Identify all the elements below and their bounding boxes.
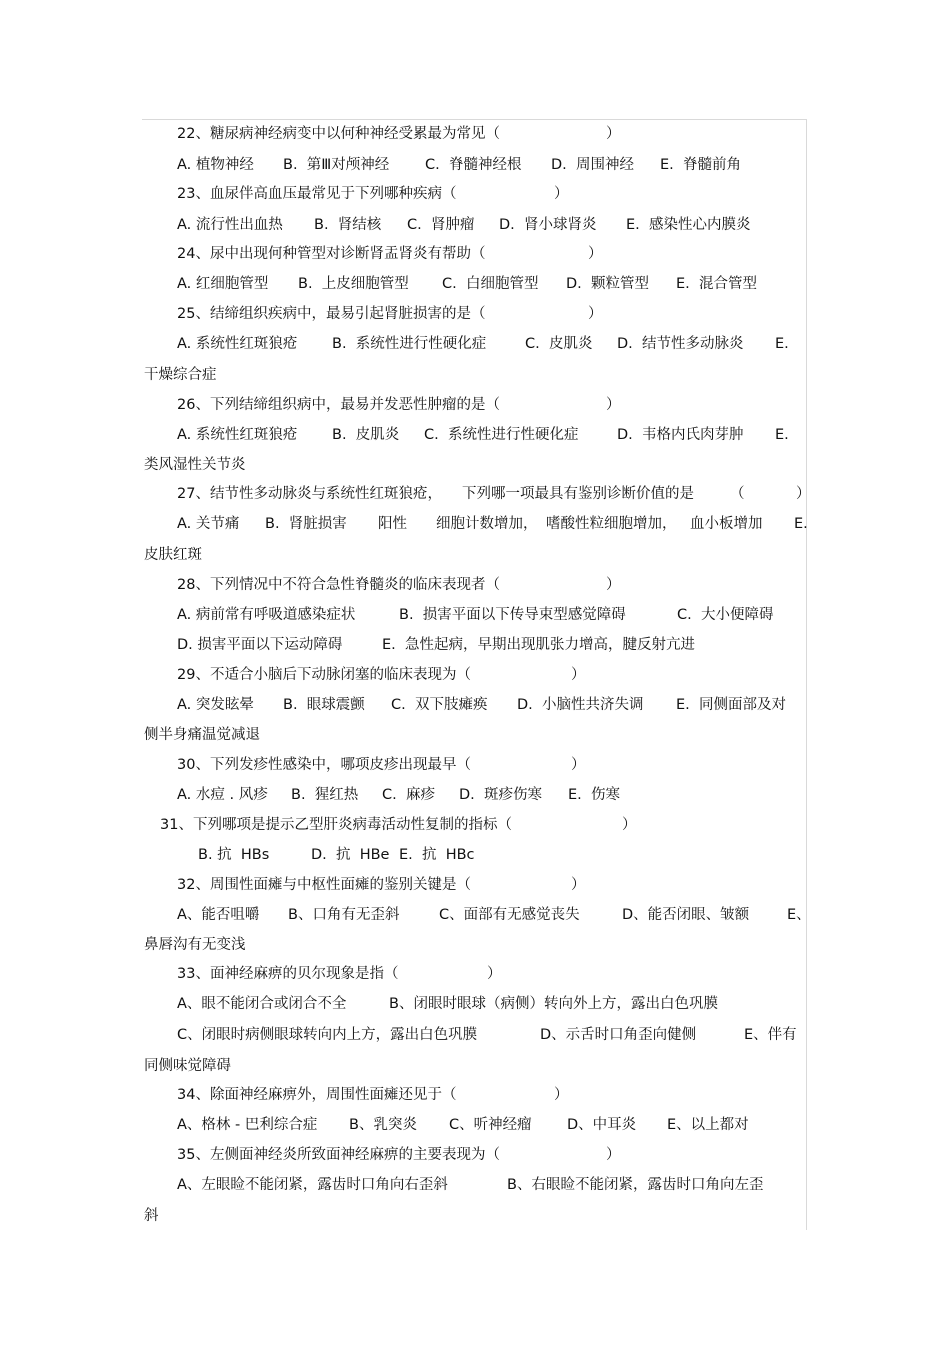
q26-option-e-text: 类风湿性关节炎 [144,457,246,473]
q29-option-a: A. 突发眩晕 [177,697,254,713]
q34-option-d: D、中耳炎 [567,1117,637,1133]
q28-option-e: E. 急性起病，早期出现肌张力增高，腱反射亢进 [382,637,695,653]
q34-option-e: E、以上都对 [667,1117,749,1133]
q22-option-d: D. 周围神经 [551,157,634,173]
question-34-close: ） [554,1087,569,1103]
q27-option-d: 细胞计数增加， [436,516,538,532]
q35-option-b-text: 斜 [144,1208,159,1224]
q34-option-c: C、听神经瘤 [449,1117,532,1133]
q35-option-a: A、左眼睑不能闭紧，露齿时口角向右歪斜 [177,1177,448,1193]
q35-option-b: B、右眼睑不能闭紧，露齿时口角向左歪 [507,1177,764,1193]
q23-option-e: E. 感染性心内膜炎 [626,217,751,233]
question-32-stem: 32、周围性面瘫与中枢性面瘫的鉴别关键是（ [177,877,471,893]
q26-option-a: A. 系统性红斑狼疮 [177,427,298,443]
question-33-stem: 33、面神经麻痹的贝尔现象是指（ [177,966,399,982]
q33-option-a: A、眼不能闭合或闭合不全 [177,996,347,1012]
q34-option-a: A、格林 - 巴利综合症 [177,1117,318,1133]
question-29-stem: 29、不适合小脑后下动脉闭塞的临床表现为（ [177,667,471,683]
q23-option-b: B. 肾结核 [314,217,382,233]
q26-option-d: D. 韦格内氏肉芽肿 [617,427,744,443]
question-29-close: ） [571,667,586,683]
q27-option-e: E. [794,516,808,532]
question-30-stem: 30、下列发疹性感染中，哪项皮疹出现最早（ [177,757,471,773]
q22-option-e: E. 脊髓前角 [660,157,741,173]
q24-option-b: B. 上皮细胞管型 [298,276,409,292]
question-31-stem: 31、下列哪项是提示乙型肝炎病毒活动性复制的指标（ [160,817,512,833]
q24-option-a: A. 红细胞管型 [177,276,269,292]
question-27-stem-cont: 下列哪一项最具有鉴别诊断价值的是 [462,486,694,502]
q26-option-b: B. 皮肌炎 [332,427,400,443]
q25-option-d: D. 结节性多动脉炎 [617,336,744,352]
q22-option-a: A. 植物神经 [177,157,254,173]
question-34-stem: 34、除面神经麻痹外，周围性面瘫还见于（ [177,1087,457,1103]
question-31-close: ） [622,817,637,833]
q33-option-e: E、伴有 [744,1027,797,1043]
q30-option-b: B. 猩红热 [291,787,359,803]
question-33-close: ） [487,966,502,982]
q22-option-c: C. 脊髓神经根 [425,157,522,173]
q33-option-d: D、示舌时口角歪向健侧 [540,1027,697,1043]
question-23-close: ） [554,186,569,202]
q25-option-c: C. 皮肌炎 [525,336,593,352]
q32-option-c: C、面部有无感觉丧失 [439,907,580,923]
question-32-close: ） [571,877,586,893]
q29-option-e: E. 同侧面部及对 [676,697,786,713]
q28-option-c: C. 大小便障碍 [677,607,774,623]
q29-option-e-text: 侧半身痛温觉减退 [144,727,260,743]
question-27-close: ） [796,486,811,502]
question-24-close: ） [588,246,603,262]
question-35-close: ） [606,1147,621,1163]
q30-option-a: A. 水痘 . 风疹 [177,787,268,803]
q28-option-a: A. 病前常有呼吸道感染症状 [177,607,356,623]
q33-option-e-text: 同侧味觉障碍 [144,1058,231,1074]
q33-option-c: C、闭眼时病侧眼球转向内上方，露出白色巩膜 [177,1027,478,1043]
q27-option-d2: 嗜酸性粒细胞增加， [546,516,677,532]
q33-option-b: B、闭眼时眼球（病侧）转向外上方，露出白色巩膜 [389,996,718,1012]
q25-option-a: A. 系统性红斑狼疮 [177,336,298,352]
q31-option-d: D. 抗 HBe [311,847,390,863]
q24-option-e: E. 混合管型 [676,276,757,292]
question-30-close: ） [571,757,586,773]
q27-option-e-text: 皮肤红斑 [144,547,202,563]
q30-option-d: D. 斑疹伤寒 [459,787,542,803]
question-26-close: ） [606,397,621,413]
q27-option-d3: 血小板增加 [690,516,763,532]
q32-option-e-text: 鼻唇沟有无变浅 [144,937,246,953]
question-25-stem: 25、结缔组织疾病中，最易引起肾脏损害的是（ [177,306,486,322]
q32-option-d: D、能否闭眼、皱额 [622,907,750,923]
question-27-stem: 27、结节性多动脉炎与系统性红斑狼疮， [177,486,442,502]
q27-option-a: A. 关节痛 [177,516,240,532]
q28-option-d: D. 损害平面以下运动障碍 [177,637,343,653]
question-22-stem: 22、糖尿病神经病变中以何种神经受累最为常见（ [177,126,500,142]
q29-option-c: C. 双下肢瘫痪 [391,697,488,713]
q29-option-d: D. 小脑性共济失调 [517,697,644,713]
q25-option-e-text: 干燥综合症 [144,367,217,383]
q23-option-a: A. 流行性出血热 [177,217,283,233]
question-22-close: ） [606,126,621,142]
q34-option-b: B、乳突炎 [349,1117,417,1133]
q26-option-e: E. [775,427,789,443]
q25-option-e: E. [775,336,789,352]
q27-option-c: 阳性 [378,516,407,532]
q32-option-a: A、能否咀嚼 [177,907,260,923]
q32-option-b: B、口角有无歪斜 [288,907,400,923]
q31-option-b: B. 抗 HBs [198,847,270,863]
q23-option-d: D. 肾小球肾炎 [499,217,597,233]
question-28-stem: 28、下列情况中不符合急性脊髓炎的临床表现者（ [177,577,500,593]
q22-option-b: B. 第Ⅲ对颅神经 [283,157,390,173]
question-25-close: ） [588,306,603,322]
question-35-stem: 35、左侧面神经炎所致面神经麻痹的主要表现为（ [177,1147,500,1163]
q29-option-b: B. 眼球震颤 [283,697,365,713]
question-26-stem: 26、下列结缔组织病中，最易并发恶性肿瘤的是（ [177,397,500,413]
q23-option-c: C. 肾肿瘤 [407,217,475,233]
q30-option-c: C. 麻疹 [382,787,435,803]
question-27-open: （ [730,486,745,502]
question-28-close: ） [606,577,621,593]
q26-option-c: C. 系统性进行性硬化症 [424,427,579,443]
q25-option-b: B. 系统性进行性硬化症 [332,336,487,352]
q24-option-c: C. 白细胞管型 [442,276,539,292]
q27-option-b: B. 肾脏损害 [265,516,347,532]
q31-option-e: E. 抗 HBc [399,847,475,863]
q30-option-e: E. 伤寒 [568,787,620,803]
q32-option-e: E、 [787,907,811,923]
q24-option-d: D. 颗粒管型 [566,276,649,292]
q28-option-b: B. 损害平面以下传导束型感觉障碍 [399,607,626,623]
question-23-stem: 23、血尿伴高血压最常见于下列哪种疾病（ [177,186,457,202]
question-24-stem: 24、尿中出现何种管型对诊断肾盂肾炎有帮助（ [177,246,486,262]
